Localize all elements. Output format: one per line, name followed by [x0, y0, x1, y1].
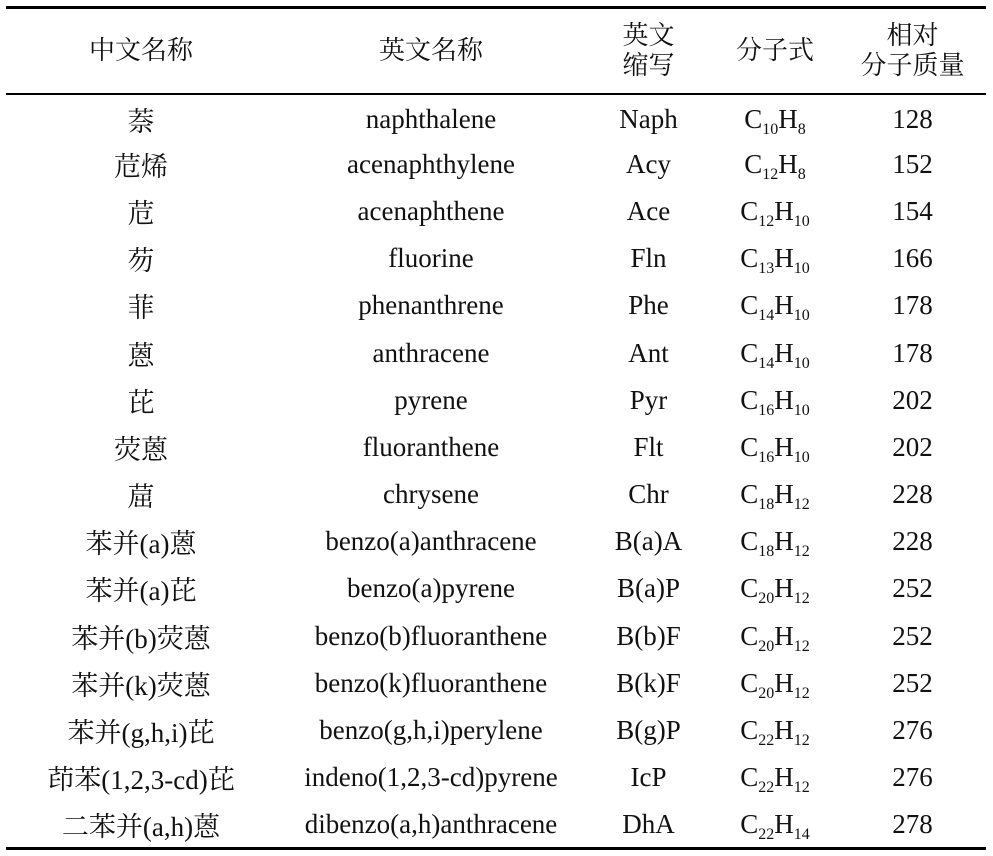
cell-molecular-mass: 152 — [892, 148, 933, 179]
table-row — [6, 565, 986, 612]
header-abbreviation — [586, 8, 711, 94]
formula-hydrogen-count: 10 — [793, 307, 810, 325]
cell-abbreviation: Phe — [628, 290, 669, 321]
formula-hydrogen-symbol: H — [774, 573, 794, 604]
table-row — [6, 141, 986, 188]
cell-abbreviation: DhA — [622, 808, 675, 839]
cell-en-name: chrysene — [383, 479, 479, 510]
formula-carbon-symbol: C — [740, 337, 759, 368]
cell-abbreviation: B(a)P — [617, 573, 680, 604]
formula-hydrogen-count: 12 — [793, 684, 810, 702]
formula-hydrogen-symbol: H — [774, 479, 794, 510]
cell-cn-name: 苊烯 — [114, 151, 168, 182]
cell-molecular-mass: 276 — [892, 715, 933, 746]
cell-en-name: benzo(k)fluoranthene — [314, 667, 548, 698]
cell-cn-name: 苯并(a)蒽 — [85, 529, 197, 560]
cell-molecular-mass: 202 — [892, 384, 933, 415]
formula-carbon-symbol: C — [740, 290, 759, 321]
cell-abbreviation: IcP — [630, 762, 667, 793]
cell-en-name: pyrene — [394, 384, 468, 415]
cell-en-name: anthracene — [372, 337, 490, 368]
cell-cn-name: 萘 — [127, 107, 155, 138]
header-abbr-line1: 英文 — [622, 20, 675, 50]
formula-hydrogen-count: 10 — [793, 212, 810, 230]
cell-abbreviation: B(a)A — [614, 526, 683, 557]
formula-hydrogen-count: 12 — [793, 779, 810, 797]
formula-hydrogen-symbol: H — [774, 337, 794, 368]
table-row — [6, 471, 986, 518]
header-abbr-line2: 缩写 — [622, 50, 675, 80]
formula-carbon-symbol: C — [740, 195, 759, 226]
cell-formula — [711, 518, 839, 565]
pah-table — [6, 6, 986, 850]
formula-carbon-symbol: C — [740, 526, 759, 557]
formula-hydrogen-symbol: H — [778, 148, 798, 179]
cell-abbreviation: Ant — [628, 337, 669, 368]
formula-carbon-count: 18 — [758, 496, 775, 514]
formula-hydrogen-count: 12 — [793, 732, 810, 750]
cell-formula — [711, 565, 839, 612]
formula-carbon-count: 16 — [758, 448, 775, 466]
cell-formula — [711, 424, 839, 471]
cell-en-name: indeno(1,2,3-cd)pyrene — [304, 762, 558, 793]
cell-molecular-mass: 178 — [892, 290, 933, 321]
formula-hydrogen-count: 12 — [793, 543, 810, 561]
cell-abbreviation: Flt — [633, 431, 664, 462]
cell-abbreviation: B(k)F — [616, 667, 681, 698]
formula-carbon-symbol: C — [744, 148, 763, 179]
formula-carbon-symbol: C — [740, 384, 759, 415]
cell-cn-name: 荧蒽 — [114, 434, 168, 465]
cell-cn-name: 二苯并(a,h)蒽 — [61, 811, 221, 842]
formula-hydrogen-symbol: H — [774, 384, 794, 415]
cell-cn-name: 苯并(a)芘 — [85, 576, 197, 607]
cell-molecular-mass: 128 — [892, 104, 933, 135]
formula-hydrogen-symbol: H — [774, 243, 794, 274]
formula-hydrogen-count: 12 — [793, 590, 810, 608]
formula-hydrogen-count: 10 — [793, 401, 810, 419]
cell-cn-name: 茚苯(1,2,3-cd)芘 — [47, 765, 235, 796]
cell-abbreviation: Fln — [630, 243, 667, 274]
cell-abbreviation: Naph — [619, 104, 678, 135]
formula-hydrogen-symbol: H — [774, 808, 794, 839]
formula-carbon-symbol: C — [740, 243, 759, 274]
cell-en-name: dibenzo(a,h)anthracene — [304, 808, 558, 839]
formula-carbon-count: 18 — [758, 543, 775, 561]
header-formula: 分子式 — [735, 35, 814, 65]
formula-hydrogen-symbol: H — [774, 667, 794, 698]
cell-en-name: phenanthrene — [358, 290, 504, 321]
formula-carbon-symbol: C — [744, 104, 763, 135]
cell-cn-name: 苊 — [127, 198, 155, 229]
cell-formula — [711, 471, 839, 518]
formula-carbon-symbol: C — [740, 620, 759, 651]
formula-hydrogen-symbol: H — [774, 290, 794, 321]
cell-cn-name: 䓛 — [127, 482, 155, 513]
cell-formula — [711, 94, 839, 141]
table-row — [6, 188, 986, 235]
cell-abbreviation: Chr — [628, 479, 669, 510]
formula-carbon-count: 14 — [758, 354, 775, 372]
formula-carbon-count: 12 — [762, 165, 779, 183]
cell-molecular-mass: 154 — [892, 195, 933, 226]
table-row — [6, 754, 986, 801]
cell-cn-name: 菲 — [127, 293, 155, 324]
cell-en-name: benzo(a)anthracene — [325, 526, 537, 557]
cell-en-name: benzo(a)pyrene — [347, 573, 515, 604]
table-body — [6, 94, 986, 849]
cell-formula — [711, 613, 839, 660]
table-row — [6, 801, 986, 848]
header-en-name: 英文名称 — [378, 35, 483, 65]
table-header — [6, 8, 986, 94]
cell-formula — [711, 188, 839, 235]
formula-hydrogen-count: 10 — [793, 354, 810, 372]
formula-carbon-symbol: C — [740, 573, 759, 604]
formula-carbon-count: 22 — [758, 825, 775, 843]
formula-hydrogen-count: 8 — [797, 165, 806, 183]
cell-formula — [711, 141, 839, 188]
table-row — [6, 707, 986, 754]
table-row — [6, 235, 986, 282]
table-row — [6, 424, 986, 471]
table-row — [6, 613, 986, 660]
cell-molecular-mass: 202 — [892, 431, 933, 462]
cell-molecular-mass: 278 — [892, 808, 933, 839]
formula-hydrogen-symbol: H — [774, 431, 794, 462]
cell-molecular-mass: 276 — [892, 762, 933, 793]
formula-carbon-symbol: C — [740, 715, 759, 746]
cell-molecular-mass: 252 — [892, 667, 933, 698]
cell-en-name: acenaphthene — [357, 195, 505, 226]
formula-hydrogen-symbol: H — [774, 762, 794, 793]
formula-carbon-count: 20 — [758, 637, 775, 655]
pah-table-container — [6, 6, 986, 850]
table-row — [6, 660, 986, 707]
formula-carbon-count: 22 — [758, 732, 775, 750]
cell-formula — [711, 707, 839, 754]
cell-formula — [711, 754, 839, 801]
table-row — [6, 518, 986, 565]
formula-hydrogen-count: 10 — [793, 260, 810, 278]
cell-cn-name: 蒽 — [127, 340, 155, 371]
formula-carbon-count: 12 — [758, 212, 775, 230]
cell-en-name: benzo(b)fluoranthene — [314, 620, 548, 651]
cell-en-name: naphthalene — [365, 104, 497, 135]
header-mass-line2: 分子质量 — [860, 50, 965, 80]
cell-abbreviation: Pyr — [629, 384, 668, 415]
cell-cn-name: 芴 — [127, 246, 155, 277]
cell-en-name: acenaphthylene — [347, 148, 515, 179]
formula-hydrogen-count: 12 — [793, 496, 810, 514]
header-molecular-mass — [839, 8, 986, 94]
cell-formula — [711, 377, 839, 424]
formula-carbon-symbol: C — [740, 808, 759, 839]
cell-cn-name: 苯并(k)荧蒽 — [71, 670, 211, 701]
header-row — [6, 8, 986, 94]
formula-hydrogen-count: 10 — [793, 448, 810, 466]
formula-hydrogen-symbol: H — [778, 104, 798, 135]
cell-abbreviation: B(g)P — [616, 715, 681, 746]
formula-hydrogen-symbol: H — [774, 526, 794, 557]
formula-carbon-symbol: C — [740, 431, 759, 462]
formula-carbon-count: 22 — [758, 779, 775, 797]
formula-hydrogen-symbol: H — [774, 195, 794, 226]
cell-formula — [711, 801, 839, 848]
formula-carbon-count: 16 — [758, 401, 775, 419]
formula-hydrogen-count: 12 — [793, 637, 810, 655]
cell-molecular-mass: 252 — [892, 573, 933, 604]
header-cn-name: 中文名称 — [88, 35, 193, 65]
table-row — [6, 282, 986, 329]
cell-en-name: benzo(g,h,i)perylene — [319, 715, 543, 746]
cell-formula — [711, 282, 839, 329]
cell-cn-name: 苯并(g,h,i)芘 — [67, 718, 215, 749]
formula-carbon-symbol: C — [740, 479, 759, 510]
cell-molecular-mass: 228 — [892, 526, 933, 557]
formula-carbon-count: 20 — [758, 684, 775, 702]
cell-cn-name: 芘 — [127, 387, 155, 418]
table-row — [6, 377, 986, 424]
formula-carbon-count: 14 — [758, 307, 775, 325]
cell-abbreviation: Ace — [626, 195, 671, 226]
cell-cn-name: 苯并(b)荧蒽 — [71, 623, 211, 654]
cell-molecular-mass: 166 — [892, 243, 933, 274]
formula-carbon-symbol: C — [740, 762, 759, 793]
cell-abbreviation: Acy — [626, 148, 671, 179]
formula-hydrogen-symbol: H — [774, 620, 794, 651]
cell-molecular-mass: 178 — [892, 337, 933, 368]
header-mass-line1: 相对 — [886, 20, 939, 50]
cell-molecular-mass: 228 — [892, 479, 933, 510]
cell-formula — [711, 660, 839, 707]
cell-en-name: fluoranthene — [362, 431, 500, 462]
cell-formula — [711, 329, 839, 376]
cell-molecular-mass: 252 — [892, 620, 933, 651]
cell-abbreviation: B(b)F — [616, 620, 681, 651]
table-row — [6, 329, 986, 376]
formula-carbon-count: 20 — [758, 590, 775, 608]
table-row — [6, 94, 986, 141]
formula-hydrogen-count: 14 — [793, 825, 810, 843]
formula-hydrogen-count: 8 — [797, 121, 806, 139]
formula-hydrogen-symbol: H — [774, 715, 794, 746]
formula-carbon-count: 10 — [762, 121, 779, 139]
formula-carbon-symbol: C — [740, 667, 759, 698]
cell-en-name: fluorine — [388, 243, 474, 274]
formula-carbon-count: 13 — [758, 260, 775, 278]
cell-formula — [711, 235, 839, 282]
